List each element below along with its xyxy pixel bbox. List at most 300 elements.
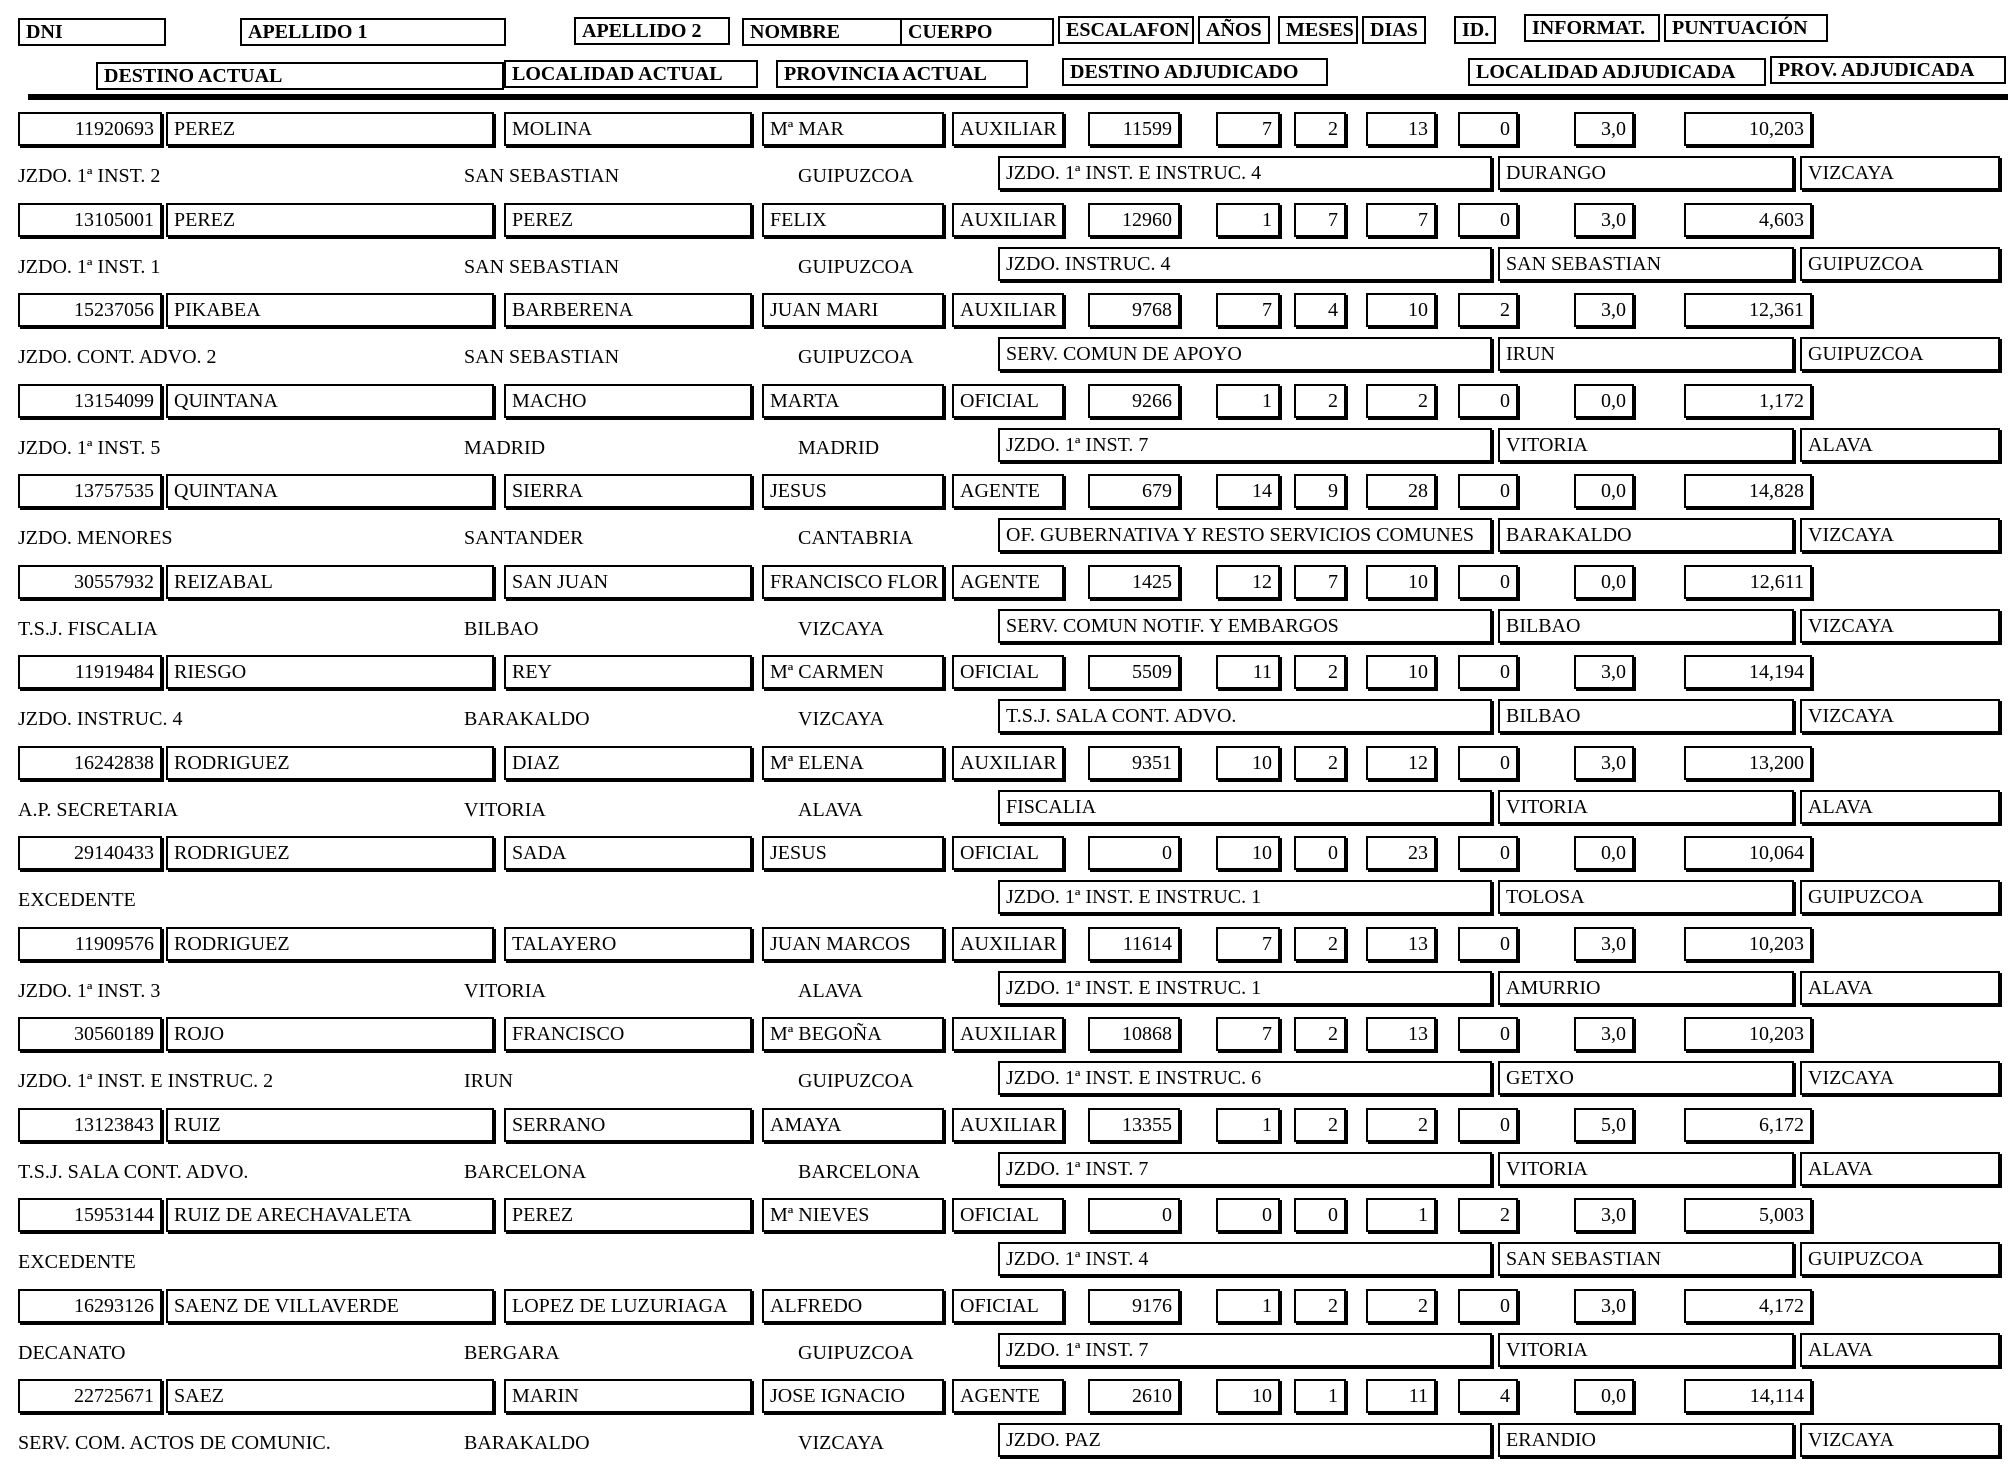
field-destino-actual: DECANATO [18, 1341, 126, 1364]
field-anos: 10 [1216, 746, 1280, 780]
field-localidad-actual: BARAKALDO [464, 708, 590, 730]
field-escalafon: 9351 [1088, 746, 1180, 780]
field-provincia-actual: BARCELONA [798, 1160, 921, 1183]
field-puntuacion: 14,828 [1684, 474, 1812, 508]
field-localidad-actual: BARAKALDO [464, 1432, 590, 1454]
header-nombre: NOMBRE [742, 18, 902, 46]
field-dias: 1 [1366, 1198, 1436, 1232]
field-prov-adj: ALAVA [1800, 971, 2000, 1005]
field-ap2: SIERRA [504, 474, 752, 508]
field-id: 0 [1458, 565, 1518, 599]
field-dni: 13123843 [18, 1108, 162, 1142]
field-anos: 1 [1216, 1108, 1280, 1142]
field-informat: 3,0 [1574, 203, 1634, 237]
field-dni: 29140433 [18, 836, 162, 870]
field-destino-adj: SERV. COMUN DE APOYO [998, 337, 1492, 371]
field-dias: 28 [1366, 474, 1436, 508]
field-cuerpo: OFICIAL [952, 836, 1064, 870]
field-informat: 3,0 [1574, 1017, 1634, 1051]
field-destino-actual: EXCEDENTE [18, 889, 136, 911]
field-nombre: ALFREDO [762, 1289, 944, 1323]
field-dias: 13 [1366, 1017, 1436, 1051]
field-destino-adj: JZDO. 1ª INST. E INSTRUC. 1 [998, 880, 1492, 914]
field-ap2: DIAZ [504, 746, 752, 780]
field-ap2: SERRANO [504, 1108, 752, 1142]
field-informat: 3,0 [1574, 746, 1634, 780]
field-anos: 7 [1216, 1017, 1280, 1051]
record-row [0, 1289, 2012, 1379]
field-meses: 2 [1294, 1289, 1346, 1323]
header-dias: DIAS [1362, 16, 1426, 44]
header-cuerpo: CUERPO [900, 18, 1054, 46]
field-dni: 15953144 [18, 1198, 162, 1232]
field-escalafon: 0 [1088, 1198, 1180, 1232]
field-localidad-adj: GETXO [1498, 1061, 1794, 1095]
field-cuerpo: AUXILIAR [952, 746, 1064, 780]
field-ap2: TALAYERO [504, 927, 752, 961]
field-localidad-actual: SAN SEBASTIAN [464, 255, 620, 278]
record-row [0, 112, 2012, 202]
field-anos: 1 [1216, 384, 1280, 418]
field-id: 0 [1458, 384, 1518, 418]
field-dias: 23 [1366, 836, 1436, 870]
field-cuerpo: OFICIAL [952, 1198, 1064, 1232]
field-informat: 0,0 [1574, 836, 1634, 870]
field-meses: 7 [1294, 565, 1346, 599]
field-id: 0 [1458, 203, 1518, 237]
field-prov-adj: ALAVA [1800, 790, 2000, 824]
field-destino-adj: FISCALIA [998, 790, 1492, 824]
field-cuerpo: AUXILIAR [952, 293, 1064, 327]
field-ap2: LOPEZ DE LUZURIAGA [504, 1289, 752, 1323]
record-row [0, 565, 2012, 655]
field-id: 0 [1458, 1289, 1518, 1323]
field-puntuacion: 5,003 [1684, 1198, 1812, 1232]
field-ap1: QUINTANA [166, 474, 494, 508]
field-destino-adj: T.S.J. SALA CONT. ADVO. [998, 699, 1492, 733]
field-localidad-adj: AMURRIO [1498, 971, 1794, 1005]
field-localidad-adj: IRUN [1498, 337, 1794, 371]
field-destino-actual: JZDO. INSTRUC. 4 [18, 708, 183, 730]
field-nombre: FRANCISCO FLOR [762, 565, 944, 599]
field-localidad-adj: DURANGO [1498, 156, 1794, 190]
field-nombre: MARTA [762, 384, 944, 418]
field-dias: 13 [1366, 927, 1436, 961]
field-cuerpo: AUXILIAR [952, 203, 1064, 237]
field-localidad-adj: SAN SEBASTIAN [1498, 247, 1794, 281]
field-destino-actual: JZDO. 1ª INST. 3 [18, 979, 161, 1002]
field-dni: 30560189 [18, 1017, 162, 1051]
field-nombre: Mª BEGOÑA [762, 1017, 944, 1051]
field-informat: 0,0 [1574, 565, 1634, 599]
field-meses: 2 [1294, 112, 1346, 146]
record-row [0, 1017, 2012, 1107]
field-ap2: MACHO [504, 384, 752, 418]
field-destino-actual: JZDO. 1ª INST. 1 [18, 255, 161, 278]
field-destino-actual: SERV. COM. ACTOS DE COMUNIC. [18, 1432, 331, 1454]
field-prov-adj: ALAVA [1800, 1333, 2000, 1367]
field-ap1: REIZABAL [166, 565, 494, 599]
field-puntuacion: 4,172 [1684, 1289, 1812, 1323]
field-prov-adj: ALAVA [1800, 428, 2000, 462]
record-row [0, 384, 2012, 474]
field-dni: 11920693 [18, 112, 162, 146]
field-anos: 7 [1216, 293, 1280, 327]
field-escalafon: 1425 [1088, 565, 1180, 599]
record-row [0, 203, 2012, 293]
record-row [0, 1379, 2012, 1469]
field-meses: 2 [1294, 927, 1346, 961]
field-ap2: MARIN [504, 1379, 752, 1413]
field-prov-adj: VIZCAYA [1800, 518, 2000, 552]
field-dias: 10 [1366, 655, 1436, 689]
field-localidad-actual: MADRID [464, 436, 546, 459]
field-localidad-actual: IRUN [464, 1070, 513, 1092]
field-anos: 14 [1216, 474, 1280, 508]
field-meses: 2 [1294, 655, 1346, 689]
field-provincia-actual: VIZCAYA [798, 1432, 884, 1454]
field-provincia-actual: CANTABRIA [798, 527, 914, 549]
field-localidad-adj: VITORIA [1498, 790, 1794, 824]
field-meses: 9 [1294, 474, 1346, 508]
field-dni: 13105001 [18, 203, 162, 237]
field-id: 0 [1458, 474, 1518, 508]
field-prov-adj: VIZCAYA [1800, 1423, 2000, 1457]
field-cuerpo: OFICIAL [952, 1289, 1064, 1323]
field-puntuacion: 1,172 [1684, 384, 1812, 418]
field-ap1: ROJO [166, 1017, 494, 1051]
field-provincia-actual: MADRID [798, 436, 880, 459]
field-puntuacion: 14,194 [1684, 655, 1812, 689]
field-anos: 7 [1216, 927, 1280, 961]
field-destino-adj: JZDO. 1ª INST. E INSTRUC. 4 [998, 156, 1492, 190]
field-prov-adj: ALAVA [1800, 1152, 2000, 1186]
field-anos: 1 [1216, 1289, 1280, 1323]
field-escalafon: 2610 [1088, 1379, 1180, 1413]
field-ap1: PEREZ [166, 112, 494, 146]
field-dni: 11909576 [18, 927, 162, 961]
field-nombre: AMAYA [762, 1108, 944, 1142]
field-prov-adj: VIZCAYA [1800, 609, 2000, 643]
header-anos: AÑOS [1198, 16, 1270, 44]
field-destino-adj: JZDO. INSTRUC. 4 [998, 247, 1492, 281]
field-ap1: RUIZ [166, 1108, 494, 1142]
field-prov-adj: VIZCAYA [1800, 699, 2000, 733]
field-localidad-actual: VITORIA [464, 979, 546, 1002]
field-id: 4 [1458, 1379, 1518, 1413]
field-ap1: RUIZ DE ARECHAVALETA [166, 1198, 494, 1232]
field-meses: 0 [1294, 1198, 1346, 1232]
field-localidad-actual: SAN SEBASTIAN [464, 346, 620, 368]
field-prov-adj: VIZCAYA [1800, 156, 2000, 190]
header-escalafon: ESCALAFON [1058, 16, 1194, 44]
field-meses: 7 [1294, 203, 1346, 237]
field-provincia-actual: GUIPUZCOA [798, 1341, 914, 1364]
field-provincia-actual: ALAVA [798, 979, 863, 1002]
header-destino-actual: DESTINO ACTUAL [96, 62, 504, 90]
field-localidad-adj: VITORIA [1498, 428, 1794, 462]
field-puntuacion: 4,603 [1684, 203, 1812, 237]
header-apellido2: APELLIDO 2 [574, 17, 730, 45]
field-localidad-actual: BARCELONA [464, 1160, 587, 1183]
field-nombre: JUAN MARCOS [762, 927, 944, 961]
field-id: 0 [1458, 927, 1518, 961]
field-ap2: MOLINA [504, 112, 752, 146]
field-nombre: JESUS [762, 474, 944, 508]
field-anos: 0 [1216, 1198, 1280, 1232]
field-puntuacion: 12,361 [1684, 293, 1812, 327]
field-informat: 0,0 [1574, 1379, 1634, 1413]
field-dias: 7 [1366, 203, 1436, 237]
field-ap2: SAN JUAN [504, 565, 752, 599]
field-dni: 16242838 [18, 746, 162, 780]
field-puntuacion: 10,203 [1684, 112, 1812, 146]
field-cuerpo: AGENTE [952, 1379, 1064, 1413]
field-prov-adj: GUIPUZCOA [1800, 1242, 2000, 1276]
field-informat: 3,0 [1574, 1198, 1634, 1232]
field-cuerpo: AUXILIAR [952, 927, 1064, 961]
field-localidad-actual: SANTANDER [464, 527, 584, 549]
field-cuerpo: AUXILIAR [952, 1017, 1064, 1051]
record-row [0, 836, 2012, 926]
field-prov-adj: GUIPUZCOA [1800, 247, 2000, 281]
field-escalafon: 11599 [1088, 112, 1180, 146]
field-id: 0 [1458, 1108, 1518, 1142]
header-apellido1: APELLIDO 1 [240, 18, 506, 46]
field-informat: 3,0 [1574, 293, 1634, 327]
field-meses: 4 [1294, 293, 1346, 327]
field-ap1: RODRIGUEZ [166, 927, 494, 961]
field-localidad-actual: SAN SEBASTIAN [464, 165, 620, 187]
field-nombre: Mª NIEVES [762, 1198, 944, 1232]
field-destino-adj: JZDO. 1ª INST. 7 [998, 428, 1492, 462]
field-prov-adj: GUIPUZCOA [1800, 337, 2000, 371]
field-destino-actual: JZDO. CONT. ADVO. 2 [18, 346, 217, 368]
field-informat: 3,0 [1574, 927, 1634, 961]
field-ap2: SADA [504, 836, 752, 870]
field-destino-adj: JZDO. 1ª INST. 4 [998, 1242, 1492, 1276]
field-meses: 1 [1294, 1379, 1346, 1413]
record-row [0, 746, 2012, 836]
header-puntuacion: PUNTUACIÓN [1664, 14, 1828, 42]
field-meses: 0 [1294, 836, 1346, 870]
field-dni: 16293126 [18, 1289, 162, 1323]
field-ap1: RIESGO [166, 655, 494, 689]
field-localidad-adj: BARAKALDO [1498, 518, 1794, 552]
field-dni: 13154099 [18, 384, 162, 418]
field-id: 0 [1458, 836, 1518, 870]
field-dias: 10 [1366, 293, 1436, 327]
field-informat: 0,0 [1574, 384, 1634, 418]
record-row [0, 655, 2012, 745]
field-cuerpo: AUXILIAR [952, 112, 1064, 146]
field-id: 0 [1458, 746, 1518, 780]
field-localidad-adj: SAN SEBASTIAN [1498, 1242, 1794, 1276]
header-destino-adjudicado: DESTINO ADJUDICADO [1062, 58, 1328, 86]
field-nombre: Mª CARMEN [762, 655, 944, 689]
field-anos: 12 [1216, 565, 1280, 599]
field-cuerpo: AUXILIAR [952, 1108, 1064, 1142]
field-destino-actual: JZDO. MENORES [18, 527, 173, 549]
field-dias: 12 [1366, 746, 1436, 780]
field-escalafon: 13355 [1088, 1108, 1180, 1142]
field-cuerpo: AGENTE [952, 474, 1064, 508]
field-prov-adj: GUIPUZCOA [1800, 880, 2000, 914]
header-localidad-adjudicada: LOCALIDAD ADJUDICADA [1468, 58, 1766, 86]
field-meses: 2 [1294, 1108, 1346, 1142]
field-puntuacion: 10,203 [1684, 927, 1812, 961]
field-localidad-actual: VITORIA [464, 798, 546, 821]
header-informat: INFORMAT. [1524, 14, 1660, 42]
record-row [0, 293, 2012, 383]
field-dni: 13757535 [18, 474, 162, 508]
field-destino-actual: A.P. SECRETARIA [18, 798, 179, 821]
field-localidad-actual: BERGARA [464, 1341, 560, 1364]
header-dni: DNI [18, 18, 166, 46]
field-provincia-actual: GUIPUZCOA [798, 255, 914, 278]
field-informat: 3,0 [1574, 655, 1634, 689]
header-prov-adjudicada: PROV. ADJUDICADA [1770, 56, 2006, 84]
header-provincia-actual: PROVINCIA ACTUAL [776, 60, 1028, 88]
field-puntuacion: 14,114 [1684, 1379, 1812, 1413]
field-dias: 13 [1366, 112, 1436, 146]
field-ap1: RODRIGUEZ [166, 836, 494, 870]
field-destino-actual: JZDO. 1ª INST. 5 [18, 436, 161, 459]
field-dias: 2 [1366, 1108, 1436, 1142]
field-destino-actual: EXCEDENTE [18, 1251, 136, 1273]
field-escalafon: 9176 [1088, 1289, 1180, 1323]
field-ap1: PIKABEA [166, 293, 494, 327]
field-localidad-actual: BILBAO [464, 617, 539, 640]
field-puntuacion: 10,064 [1684, 836, 1812, 870]
field-ap1: SAENZ DE VILLAVERDE [166, 1289, 494, 1323]
header-divider [28, 94, 2008, 100]
field-provincia-actual: GUIPUZCOA [798, 1070, 914, 1092]
field-meses: 2 [1294, 1017, 1346, 1051]
field-puntuacion: 10,203 [1684, 1017, 1812, 1051]
field-ap1: RODRIGUEZ [166, 746, 494, 780]
field-dias: 10 [1366, 565, 1436, 599]
field-destino-actual: T.S.J. SALA CONT. ADVO. [18, 1160, 249, 1183]
field-cuerpo: AGENTE [952, 565, 1064, 599]
field-cuerpo: OFICIAL [952, 384, 1064, 418]
field-anos: 11 [1216, 655, 1280, 689]
field-escalafon: 12960 [1088, 203, 1180, 237]
field-informat: 3,0 [1574, 1289, 1634, 1323]
field-localidad-adj: BILBAO [1498, 699, 1794, 733]
field-destino-actual: T.S.J. FISCALIA [18, 617, 158, 640]
field-nombre: Mª MAR [762, 112, 944, 146]
record-row [0, 1198, 2012, 1288]
field-dias: 11 [1366, 1379, 1436, 1413]
field-localidad-adj: VITORIA [1498, 1333, 1794, 1367]
field-anos: 10 [1216, 1379, 1280, 1413]
field-destino-adj: JZDO. 1ª INST. E INSTRUC. 1 [998, 971, 1492, 1005]
field-puntuacion: 13,200 [1684, 746, 1812, 780]
field-escalafon: 9266 [1088, 384, 1180, 418]
field-id: 0 [1458, 1017, 1518, 1051]
field-provincia-actual: VIZCAYA [798, 708, 884, 730]
field-meses: 2 [1294, 746, 1346, 780]
field-anos: 10 [1216, 836, 1280, 870]
field-puntuacion: 12,611 [1684, 565, 1812, 599]
field-destino-adj: JZDO. 1ª INST. 7 [998, 1152, 1492, 1186]
field-cuerpo: OFICIAL [952, 655, 1064, 689]
field-localidad-adj: VITORIA [1498, 1152, 1794, 1186]
field-nombre: JESUS [762, 836, 944, 870]
field-nombre: Mª ELENA [762, 746, 944, 780]
field-ap2: REY [504, 655, 752, 689]
field-escalafon: 0 [1088, 836, 1180, 870]
field-ap2: BARBERENA [504, 293, 752, 327]
field-escalafon: 10868 [1088, 1017, 1180, 1051]
field-dni: 22725671 [18, 1379, 162, 1413]
field-provincia-actual: GUIPUZCOA [798, 165, 914, 187]
field-destino-actual: JZDO. 1ª INST. 2 [18, 165, 161, 187]
field-provincia-actual: GUIPUZCOA [798, 346, 914, 368]
field-dias: 2 [1366, 384, 1436, 418]
field-localidad-adj: BILBAO [1498, 609, 1794, 643]
field-escalafon: 5509 [1088, 655, 1180, 689]
field-dias: 2 [1366, 1289, 1436, 1323]
field-nombre: FELIX [762, 203, 944, 237]
field-ap1: SAEZ [166, 1379, 494, 1413]
field-provincia-actual: VIZCAYA [798, 617, 884, 640]
header-meses: MESES [1278, 16, 1358, 44]
field-escalafon: 9768 [1088, 293, 1180, 327]
field-destino-adj: OF. GUBERNATIVA Y RESTO SERVICIOS COMUNES [998, 518, 1492, 552]
field-ap2: PEREZ [504, 203, 752, 237]
field-ap1: PEREZ [166, 203, 494, 237]
field-dni: 15237056 [18, 293, 162, 327]
field-escalafon: 679 [1088, 474, 1180, 508]
header-id: ID. [1454, 16, 1496, 44]
field-provincia-actual: ALAVA [798, 798, 863, 821]
field-informat: 0,0 [1574, 474, 1634, 508]
field-anos: 7 [1216, 112, 1280, 146]
field-id: 2 [1458, 293, 1518, 327]
record-row [0, 474, 2012, 564]
field-localidad-adj: TOLOSA [1498, 880, 1794, 914]
record-row [0, 927, 2012, 1017]
field-destino-adj: JZDO. PAZ [998, 1423, 1492, 1457]
field-anos: 1 [1216, 203, 1280, 237]
field-nombre: JUAN MARI [762, 293, 944, 327]
field-destino-adj: JZDO. 1ª INST. E INSTRUC. 6 [998, 1061, 1492, 1095]
field-escalafon: 11614 [1088, 927, 1180, 961]
field-id: 2 [1458, 1198, 1518, 1232]
field-localidad-adj: ERANDIO [1498, 1423, 1794, 1457]
field-destino-adj: JZDO. 1ª INST. 7 [998, 1333, 1492, 1367]
field-nombre: JOSE IGNACIO [762, 1379, 944, 1413]
field-meses: 2 [1294, 384, 1346, 418]
field-id: 0 [1458, 112, 1518, 146]
header-localidad-actual: LOCALIDAD ACTUAL [504, 60, 758, 88]
field-ap2: FRANCISCO [504, 1017, 752, 1051]
field-prov-adj: VIZCAYA [1800, 1061, 2000, 1095]
field-destino-actual: JZDO. 1ª INST. E INSTRUC. 2 [18, 1070, 274, 1092]
field-destino-adj: SERV. COMUN NOTIF. Y EMBARGOS [998, 609, 1492, 643]
field-ap1: QUINTANA [166, 384, 494, 418]
field-ap2: PEREZ [504, 1198, 752, 1232]
record-row [0, 1108, 2012, 1198]
field-puntuacion: 6,172 [1684, 1108, 1812, 1142]
field-id: 0 [1458, 655, 1518, 689]
field-dni: 11919484 [18, 655, 162, 689]
field-informat: 5,0 [1574, 1108, 1634, 1142]
field-dni: 30557932 [18, 565, 162, 599]
field-informat: 3,0 [1574, 112, 1634, 146]
